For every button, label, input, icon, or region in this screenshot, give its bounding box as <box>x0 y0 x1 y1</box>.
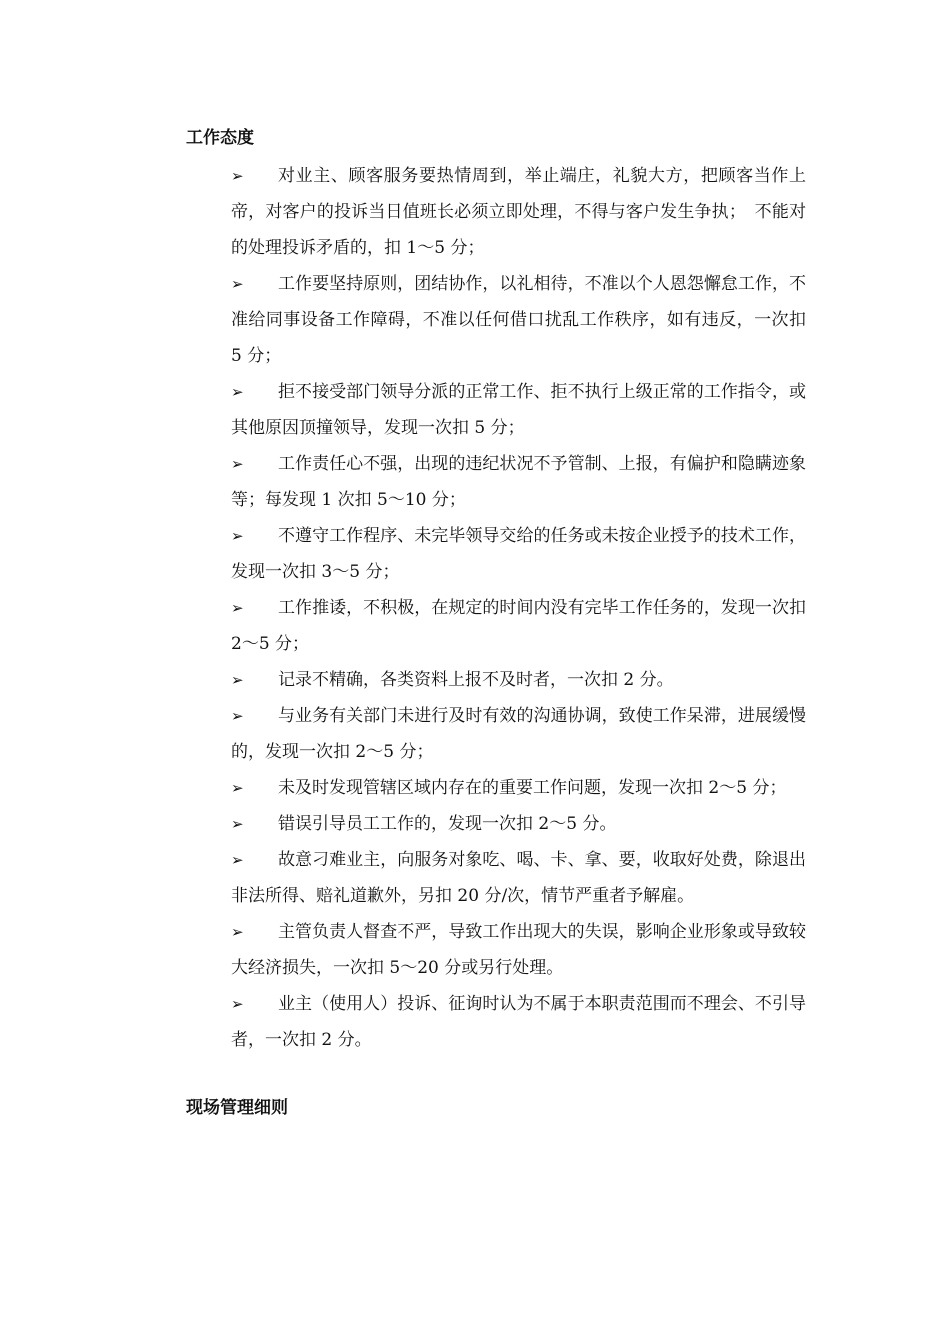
list-item-text: 工作责任心不强，出现的违纪状况不予管制、上报，有偏护和隐瞒迹象等；每发现 1 次扣 5～10 分； <box>231 454 806 510</box>
arrow-bullet-icon: ➢ <box>231 455 244 473</box>
list-item <box>231 662 806 698</box>
list-item <box>231 698 806 770</box>
arrow-bullet-icon: ➢ <box>231 167 244 185</box>
list-item <box>231 842 806 914</box>
list-item <box>231 914 806 986</box>
arrow-bullet-icon: ➢ <box>231 923 244 941</box>
arrow-bullet-icon: ➢ <box>231 815 244 833</box>
list-item <box>231 770 806 806</box>
list-item-text: 拒不接受部门领导分派的正常工作、拒不执行上级正常的工作指令，或其他原因顶撞领导，发现一次扣 5 分； <box>231 382 806 438</box>
list-item-text: 错误引导员工工作的，发现一次扣 2～5 分。 <box>278 814 617 834</box>
section-heading-work-attitude: 工作态度 <box>186 128 254 148</box>
list-item-text: 主管负责人督查不严，导致工作出现大的失误，影响企业形象或导致较大经济损失，一次扣 5～20 分或另行处理。 <box>231 922 806 978</box>
section-heading-site-management: 现场管理细则 <box>186 1098 288 1118</box>
list-item <box>231 266 806 374</box>
arrow-bullet-icon: ➢ <box>231 527 244 545</box>
list-item-text: 工作要坚持原则，团结协作，以礼相待，不准以个人恩怨懈怠工作，不准给同事设备工作障碍，不准以任何借口扰乱工作秩序，如有违反，一次扣 5 分； <box>231 274 806 366</box>
list-item <box>231 590 806 662</box>
arrow-bullet-icon: ➢ <box>231 707 244 725</box>
list-item <box>231 374 806 446</box>
arrow-bullet-icon: ➢ <box>231 779 244 797</box>
list-item-text: 不遵守工作程序、未完毕领导交给的任务或未按企业授予的技术工作，发现一次扣 3～5 分； <box>231 526 806 582</box>
list-item-text: 故意刁难业主，向服务对象吃、喝、卡、拿、要，收取好处费，除退出非法所得、赔礼道歉外，另扣 20 分/次，情节严重者予解雇。 <box>231 850 806 906</box>
list-item-text: 对业主、顾客服务要热情周到，举止端庄，礼貌大方，把顾客当作上帝，对客户的投诉当日值班长必须立即处理，不得与客户发生争执； 不能对的处理投诉矛盾的，扣 1～5 分； <box>231 166 806 258</box>
arrow-bullet-icon: ➢ <box>231 851 244 869</box>
list-item-text: 未及时发现管辖区域内存在的重要工作问题，发现一次扣 2～5 分； <box>278 778 787 798</box>
arrow-bullet-icon: ➢ <box>231 275 244 293</box>
rules-list <box>231 158 806 1058</box>
arrow-bullet-icon: ➢ <box>231 599 244 617</box>
list-item-text: 业主（使用人）投诉、征询时认为不属于本职责范围而不理会、不引导者，一次扣 2 分。 <box>231 994 806 1050</box>
arrow-bullet-icon: ➢ <box>231 671 244 689</box>
list-item <box>231 986 806 1058</box>
list-item <box>231 446 806 518</box>
arrow-bullet-icon: ➢ <box>231 383 244 401</box>
list-item-text: 记录不精确，各类资料上报不及时者，一次扣 2 分。 <box>278 670 674 690</box>
list-item-text: 与业务有关部门未进行及时有效的沟通协调，致使工作呆滞，进展缓慢的，发现一次扣 2～5 分； <box>231 706 806 762</box>
list-item-text: 工作推诿，不积极，在规定的时间内没有完毕工作任务的，发现一次扣 2～5 分； <box>231 598 806 654</box>
arrow-bullet-icon: ➢ <box>231 995 244 1013</box>
list-item <box>231 518 806 590</box>
list-item <box>231 806 806 842</box>
list-item <box>231 158 806 266</box>
